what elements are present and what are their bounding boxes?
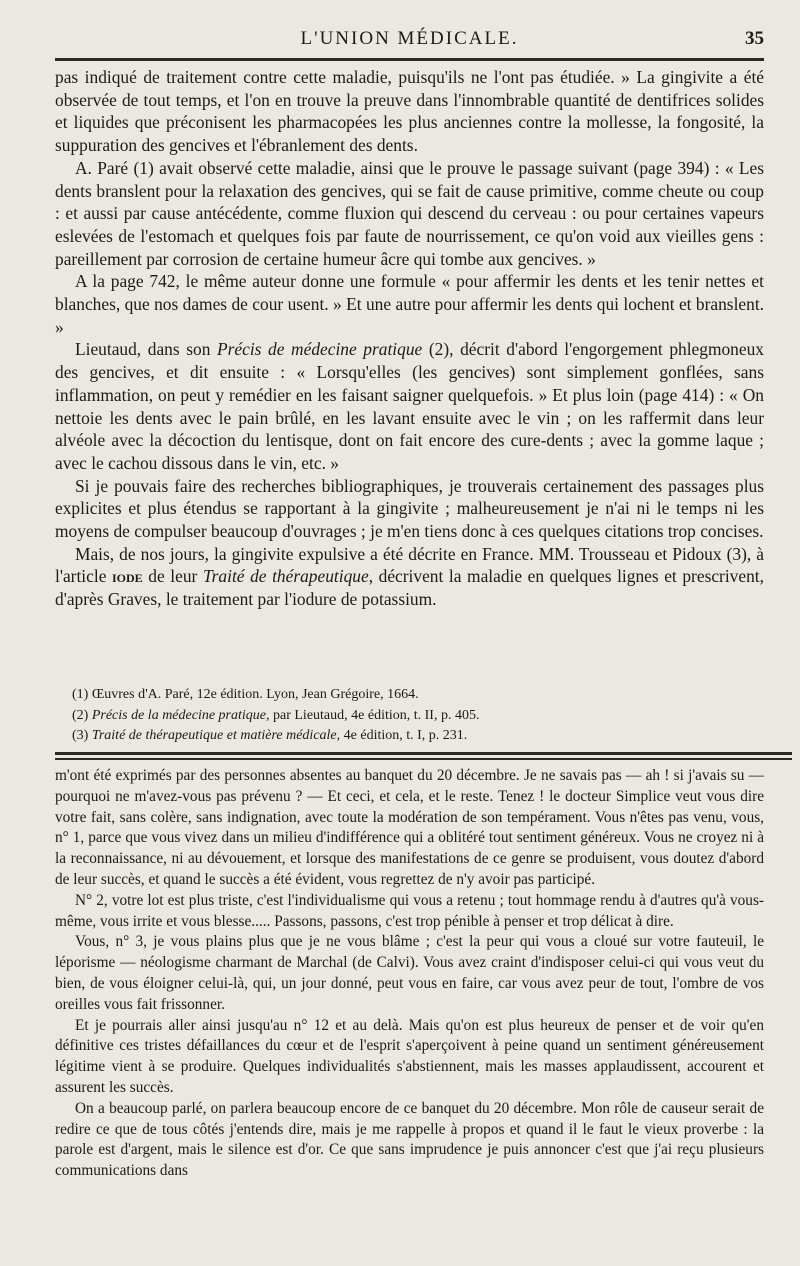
footnote-2: [55, 706, 764, 727]
footnote-1: (1) Œuvres d'A. Paré, 12e édition. Lyon, Jean Grégoire, 1664.: [72, 687, 419, 702]
paragraph-pare-quote: A. Paré (1) avait observé cette maladie, ainsi que le prouve le passage suivant (page 394) : « Les dents branslent pour la relaxation des gencives, qui se fait de cause primitive, comme cheute ou coup : et aussi par cause antécédente, comme fluxion qui descend du cerveau : ou pour certaines vapeurs eslevées de l'estomach et quelques fois par faute de nourrissement, ce qu'on void aux vieilles gens : pareillement par corrosion de certaine humeur âcre qui tombe aux gencives. »: [55, 157, 764, 269]
footnote-3-number: (3): [72, 728, 89, 743]
feuilleton-paragraph-1: m'ont été exprimés par des personnes absentes au banquet du 20 décembre. Je ne savais pas — ah ! si j'avais su — pourquoi ne m'avez-vous pas prévenu ? — Et ceci, et cela, et le reste. Tenez ! le docteur Simplice veut vous dire votre fait, sans colère, sans indignation, avec toute la modération de son tempérament. Vous n'êtes pas venu, vous, n° 1, parce que vous vivez dans un milieu d'indifférence qui a oblitéré tout sentiment généreux. Vous ne croyez ni à la reconnaissance, ni au dévouement, et lorsque des manifestations de ce genre se produisent, vous doutez d'abord de leur succès, et quand le succès a été évident, vous regrettez de n'y avoir pas participé.: [55, 767, 764, 888]
feuilleton-section: [55, 766, 764, 1182]
feuilleton-paragraph-5: On a beaucoup parlé, on parlera beaucoup encore de ce banquet du 20 décembre. Mon rôle de causeur serait de redire ce que de tous côtés j'entends dire, mais je me rappelle à propos et quand il le faut le vieux proverbe : la parole est d'argent, mais le silence est d'or. Ce que sans imprudence je puis annoncer c'est que j'ai reçu plusieurs communications dans: [55, 1099, 764, 1180]
footnote-2-details: par Lieutaud, 4e édition, t. II, p. 405.: [273, 707, 480, 723]
trousseau-text: , décrivent la maladie en quelques lignes et prescrivent, d'après Graves, le traitement par l'iodure de potassium.: [55, 566, 764, 610]
feuilleton-paragraph-4: Et je pourrais aller ainsi jusqu'au n° 12 et au delà. Mais qu'on est plus heureux de penser et de voir qu'en définitive ces tristes défaillances du cœur et de l'esprit s'aperçoivent à peine quand un sentiment généreusement légitime vient à se produire. Quelques individualités s'abstiennent, mais les masses applaudissent, accourent et assurent les succès.: [55, 1016, 764, 1096]
main-article: [55, 66, 764, 611]
lieutaud-text: (2), décrit d'abord l'engorgement phlegmoneux des gencives, et dit ensuite : « Lorsqu'elles (les gencives) sont simplement gonflées, sans inflammation, on peut y remédier en les faisant saigner quelquefois. » Et plus loin (page 414) : « On nettoie les dents avec le pain brûlé, en les lavant ensuite avec le vin ; on les raffermit dans leur alvéole avec la décoction du lentisque, dont on fait encore des cure-dents ; avec la gomme laque ; avec le cachou dissous dans le vin, etc. »: [55, 339, 764, 473]
footnotes: [55, 685, 764, 747]
footnote-3-title: Traité de thérapeutique et matière médicale,: [91, 728, 341, 743]
footnote-2-title: Précis de la médecine pratique,: [91, 707, 270, 723]
paragraph-bibliography: Si je pouvais faire des recherches bibliographiques, je trouverais certainement des passages plus explicites et plus étendus se rapportant à la gingivite ; malheureusement je n'ai ni le temps ni les moyens de compulser beaucoup d'ouvrages ; je m'en tiens donc à ces quelques citations trop concises.: [55, 475, 764, 542]
trousseau-de-leur: de leur: [148, 566, 198, 587]
feuilleton-paragraph-3: Vous, n° 3, je vous plains plus que je ne vous blâme ; c'est la peur qui vous a cloué sur votre fauteuil, le léporisme — néologisme charmant de Marchal (de Calvi). Vous avez craint d'indisposer celui-ci qui vous veut du bien, de vous éloigner celui-là, qui, un jour donné, peut vous en faire, car vous avez peur de tout, l'ombre de vos oreilles vous fait frissonner.: [55, 933, 764, 1013]
paragraph-lieutaud: [55, 338, 764, 474]
paragraph-gingivite-history: pas indiqué de traitement contre cette maladie, puisqu'ils ne l'ont pas étudiée. » La gingivite a été observée de tout temps, et l'on en trouve la preuve dans l'innombrable quantité de dentifrices solides et liquides que préconisent les pharmacopées les plus anciennes contre la mollesse, la fongosité, la suppuration des gencives et l'ébranlement des dents.: [55, 67, 764, 156]
paragraph-trousseau-pidoux: [55, 543, 764, 611]
paragraph-pare-formula: A la page 742, le même auteur donne une formule « pour affermir les dents et les tenir nettes et blanches, que nos dames de cour usent. » Et une autre pour affermir les dents qui lochent et branslent. »: [55, 271, 764, 337]
feuilleton-rule-bottom: [55, 758, 792, 760]
footnote-3-details: 4e édition, t. I, p. 231.: [343, 728, 468, 743]
trousseau-intro: Mais, de nos jours, la gingivite expulsive a été décrite en France. MM. Trousseau et Pidoux (3), à l'article: [55, 543, 764, 587]
footnote-2-number: (2): [72, 707, 89, 723]
page-number: 35: [745, 28, 764, 49]
page-header: [55, 28, 764, 52]
feuilleton-rule-top: [55, 752, 792, 755]
lieutaud-book-title: Précis de médecine pratique: [217, 339, 423, 360]
trousseau-book-title: Traité de thérapeutique: [202, 566, 369, 587]
iode-term: iode: [112, 566, 143, 587]
footnote-3: [55, 726, 764, 747]
running-title: L'UNION MÉDICALE.: [300, 28, 519, 49]
feuilleton-paragraph-2: N° 2, votre lot est plus triste, c'est l'individualisme qui vous a retenu ; tout hommage rendu à d'autres qu'à vous-même, vous irrite et vous blesse..... Passons, passons, c'est trop pénible à penser et trop délicat à dire.: [55, 891, 764, 930]
lieutaud-intro: Lieutaud, dans son: [75, 339, 211, 360]
header-rule: [55, 58, 764, 61]
